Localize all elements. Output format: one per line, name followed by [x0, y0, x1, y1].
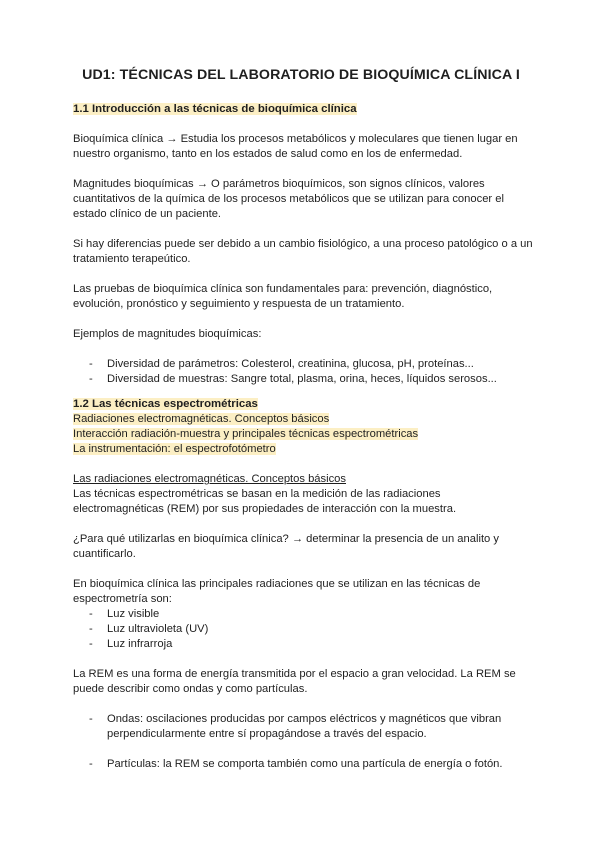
list-item: - Diversidad de parámetros: Colesterol, creatinina, glucosa, pH, proteínas... [73, 357, 533, 372]
paragraph-bioquimica-clinica: Bioquímica clínica → Estudia los procesos metabólicos y moleculares que tienen lugar en nuestro organismo, tanto en los estados de salud como en los de enfermedad. [73, 133, 518, 160]
paragraph-radiaciones-utilizadas: En bioquímica clínica las principales radiaciones que se utilizan en las técnicas de espectrometría son: [73, 578, 481, 605]
section-2-heading-text: 1.2 Las técnicas espectrométricas [73, 398, 258, 410]
subsection-title: Las radiaciones electromagnéticas. Conceptos básicos [73, 473, 347, 485]
paragraph-magnitudes: Magnitudes bioquímicas → O parámetros bioquímicos, son signos clínicos, valores cuantitativos de la química de los procesos metabólicos que se utilizan para conocer el estado clínico de un paciente. [73, 178, 504, 220]
paragraph-rem: La REM es una forma de energía transmitida por el espacio a gran velocidad. La REM se puede describir como ondas y como partículas. [73, 668, 516, 695]
subtopic-radiaciones: Radiaciones electromagnéticas. Conceptos básicos [73, 413, 330, 425]
paragraph-tecnicas: Las técnicas espectrométricas se basan en la medición de las radiaciones electromagnéticas (REM) por sus propiedades de interacción con la muestra. [73, 488, 457, 515]
list-item-ondas: - Ondas: oscilaciones producidas por campos eléctricos y magnéticos que vibran perpendicularmente entre sí propagándose a través del espacio. [73, 712, 533, 742]
paragraph-pruebas: Las pruebas de bioquímica clínica son fundamentales para: prevención, diagnóstico, evolución, pronóstico y seguimiento y respuesta de un tratamiento. [73, 283, 493, 310]
section-2-heading [73, 397, 533, 412]
list-item: - Luz visible [73, 607, 533, 622]
section-1-heading-text: 1.1 Introducción a las técnicas de bioquímica clínica [73, 103, 357, 115]
list-item-particulas: - Partículas: la REM se comporta también como una partícula de energía o fotón. [73, 757, 533, 772]
section-2-subtopics [73, 412, 533, 457]
list-item: - Diversidad de muestras: Sangre total, plasma, orina, heces, líquidos serosos... [73, 372, 533, 387]
ondas-list [73, 712, 533, 742]
subtopic-instrumentacion: La instrumentación: el espectrofotómetro [73, 443, 276, 455]
section-1-heading [73, 102, 533, 117]
document-title: UD1: TÉCNICAS DEL LABORATORIO DE BIOQUÍMICA CLÍNICA I [82, 67, 520, 83]
list-item: - Luz infrarroja [73, 637, 533, 652]
ejemplos-list [73, 357, 533, 387]
radiaciones-list [73, 607, 533, 652]
paragraph-diferencias: Si hay diferencias puede ser debido a un cambio fisiológico, a una proceso patológico o a un tratamiento terapeútico. [73, 238, 533, 265]
paragraph-ejemplos: Ejemplos de magnitudes bioquímicas: [73, 328, 262, 340]
subtopic-interaccion: Interacción radiación-muestra y principales técnicas espectrométricas [73, 428, 419, 440]
paragraph-para-que: ¿Para qué utilizarlas en bioquímica clínica? → determinar la presencia de un analito y cuantificarlo. [73, 533, 499, 560]
list-item: - Luz ultravioleta (UV) [73, 622, 533, 637]
particulas-list [73, 757, 533, 772]
document-page [73, 66, 533, 772]
